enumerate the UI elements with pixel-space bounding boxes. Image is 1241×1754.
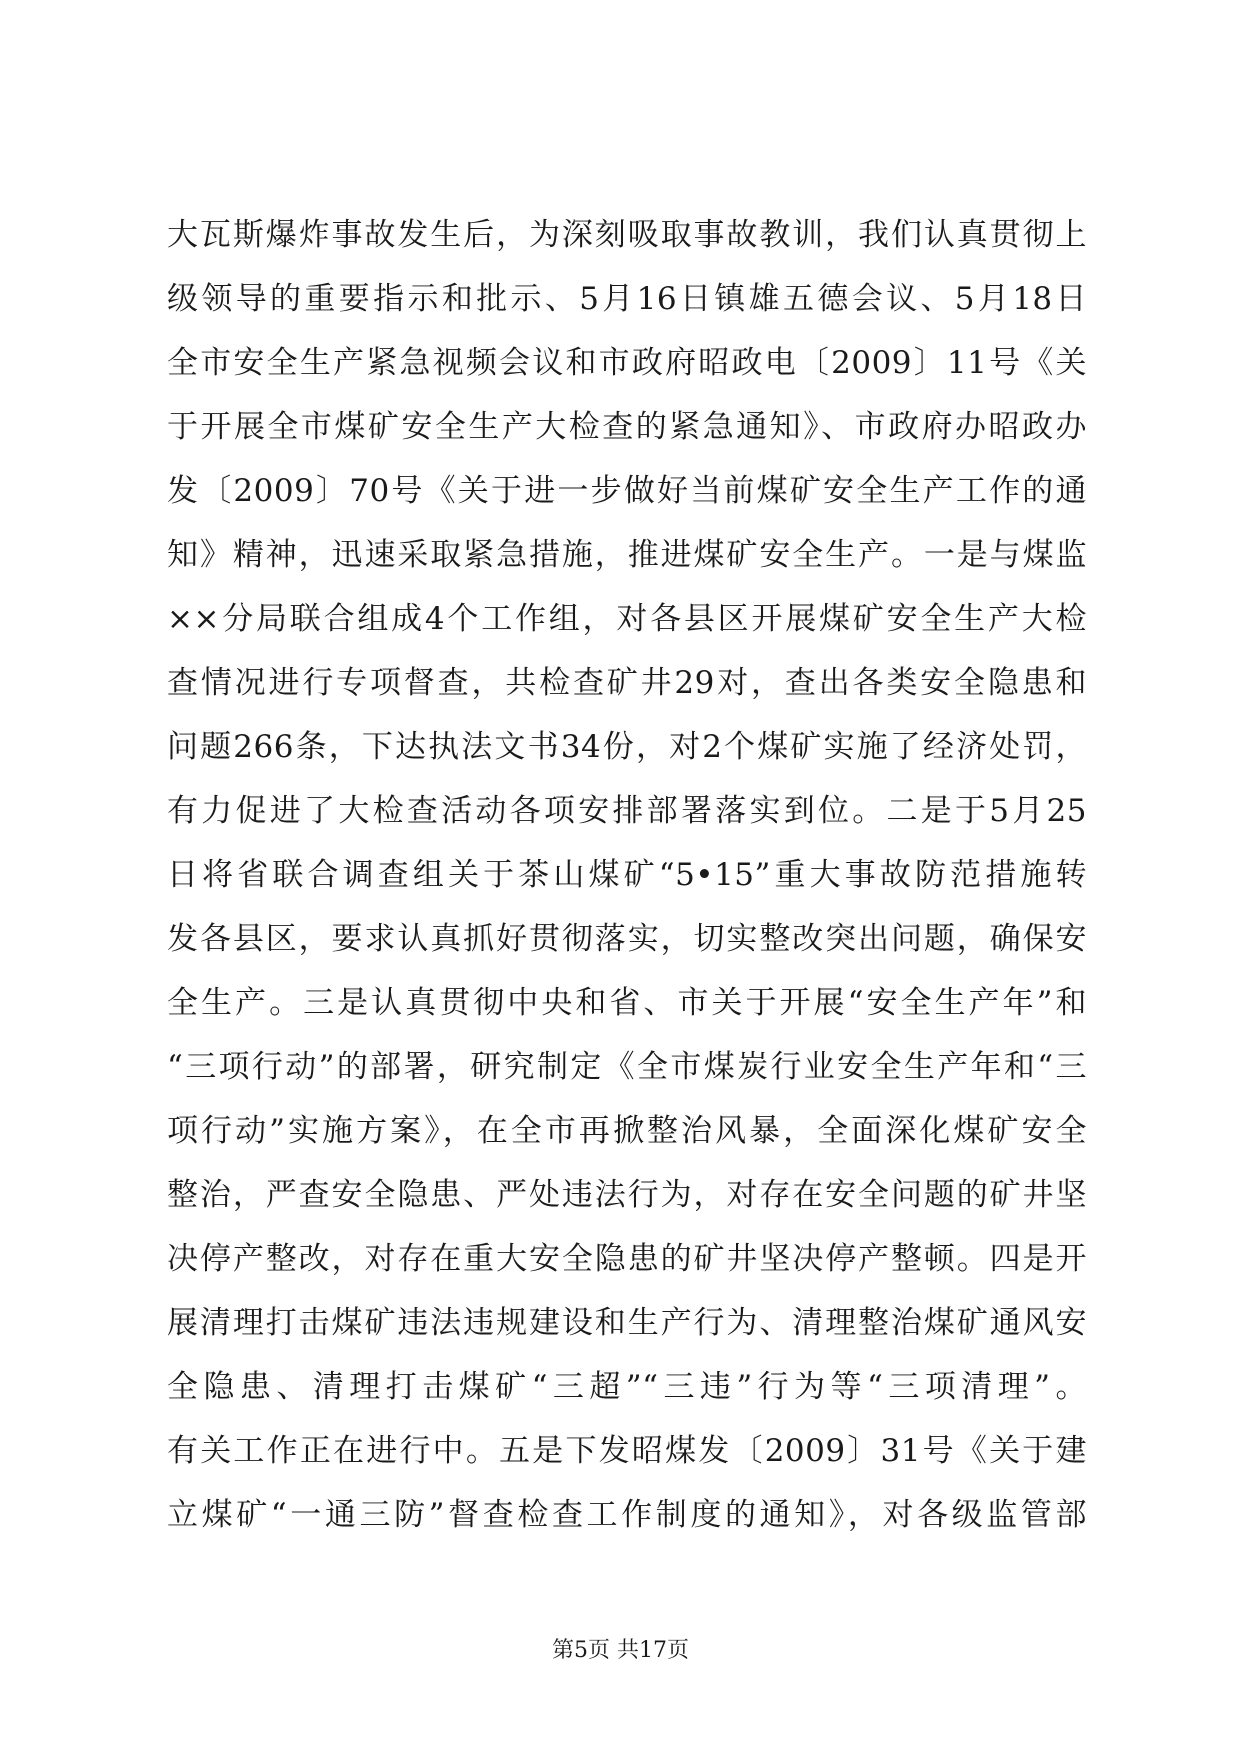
text-line: 整治，严查安全隐患、严处违法行为，对存在安全问题的矿井坚 [167,1177,1087,1213]
text-line: 查情况进行专项督查，共检查矿井29对，查出各类安全隐患和 [167,665,1087,701]
text-line: 有关工作正在进行中。五是下发昭煤发〔2009〕31号《关于建 [167,1433,1087,1469]
text-line: 大瓦斯爆炸事故发生后，为深刻吸取事故教训，我们认真贯彻上 [167,217,1087,253]
text-line: 项行动”实施方案》，在全市再掀整治风暴，全面深化煤矿安全 [167,1113,1087,1149]
page-number-footer: 第5页 共17页 [552,1638,689,1663]
text-line: 级领导的重要指示和批示、5月16日镇雄五德会议、5月18日 [167,281,1087,317]
text-line: 发各县区，要求认真抓好贯彻落实，切实整改突出问题，确保安 [167,921,1087,957]
text-line: 问题266条，下达执法文书34份，对2个煤矿实施了经济处罚， [167,729,1087,765]
text-line: 全市安全生产紧急视频会议和市政府昭政电〔2009〕11号《关 [167,345,1087,381]
text-line: 发〔2009〕70号《关于进一步做好当前煤矿安全生产工作的通 [167,473,1087,509]
text-line: 全隐患、清理打击煤矿“三超”“三违”行为等“三项清理”。 [167,1369,1087,1405]
text-line: 展清理打击煤矿违法违规建设和生产行为、清理整治煤矿通风安 [167,1305,1087,1341]
text-line: 日将省联合调查组关于茶山煤矿“5•15”重大事故防范措施转 [167,857,1087,893]
text-line: 于开展全市煤矿安全生产大检查的紧急通知》、市政府办昭政办 [167,409,1087,445]
text-line: “三项行动”的部署，研究制定《全市煤炭行业安全生产年和“三 [167,1049,1087,1085]
document-body [167,203,1087,1547]
text-line: 有力促进了大检查活动各项安排部署落实到位。二是于5月25 [167,793,1087,829]
text-line: 决停产整改，对存在重大安全隐患的矿井坚决停产整顿。四是开 [167,1241,1087,1277]
text-line: 知》精神，迅速采取紧急措施，推进煤矿安全生产。一是与煤监 [167,537,1087,573]
text-line: 全生产。三是认真贯彻中央和省、市关于开展“安全生产年”和 [167,985,1087,1021]
text-line: ××分局联合组成4个工作组，对各县区开展煤矿安全生产大检 [167,601,1087,637]
text-line: 立煤矿“一通三防”督查检查工作制度的通知》，对各级监管部 [167,1497,1087,1533]
